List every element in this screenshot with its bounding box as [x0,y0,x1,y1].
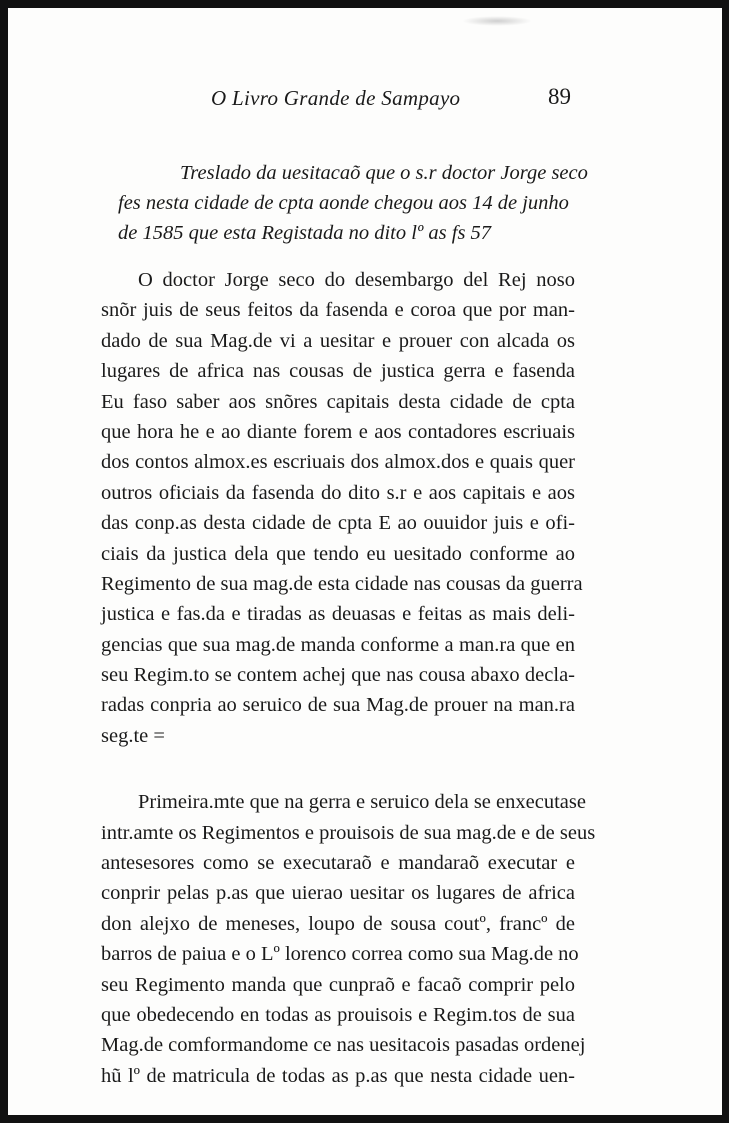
text-line: Primeira.mte que na gerra e seruico dela se enxecutase [138,791,586,814]
text-line: dos contos almox.es escriuais dos almox.dos e quais quer [101,451,575,474]
running-title: O Livro Grande de Sampayo [211,86,461,110]
page-header [8,86,722,118]
text-line: lugares de africa nas cousas de justica gerra e fasenda [101,360,575,383]
text-line: justica e fas.da e tiradas as deuasas e feitas as mais deli- [101,603,575,626]
text-line: Regimento de sua mag.de esta cidade nas cousas da guerra [101,572,583,595]
title-line: Treslado da uesitacaõ que o s.r doctor Jorge seco [180,162,588,184]
text-line: don alejxo de meneses, loupo de sousa coutº, francº de [101,912,575,935]
text-line: dado de sua Mag.de vi a uesitar e prouer con alcada os [101,329,575,352]
text-line: Eu faso saber aos snõres capitais desta cidade de cpta [101,390,575,413]
text-line: ciais da justica dela que tendo eu uesitado conforme ao [101,542,575,565]
text-line: outros oficiais da fasenda do dito s.r e aos capitais e aos [101,481,575,504]
text-line: hũ lº de matricula de todas as p.as que nesta cidade uen- [101,1064,575,1087]
text-line: que obedecendo en todas as prouisois e Regim.tos de sua [101,1003,575,1026]
text-line: das conp.as desta cidade de cpta E ao ouuidor juis e ofi- [101,512,575,535]
text-line: intr.amte os Regimentos e prouisois de sua mag.de e de seus [101,821,596,844]
text-line: seg.te = [101,724,165,747]
print-smudge [462,16,532,26]
text-line: snõr juis de seus feitos da fasenda e coroa que por man- [101,299,575,322]
document-title [118,158,588,248]
text-line: conprir pelas p.as que uierao uesitar os lugares de africa [101,882,575,905]
text-line: antesesores como se executaraõ e mandaraõ executar e [101,852,575,875]
text-line: radas conpria ao seruico de sua Mag.de prouer na man.ra [101,694,575,717]
text-line: Mag.de comformandome ce nas uesitacois pasadas ordenej [101,1034,586,1057]
text-line: seu Regimento manda que cunpraõ e facaõ comprir pelo [101,973,575,996]
page-number: 89 [548,84,571,109]
text-line: seu Regim.to se contem achej que nas cousa abaxo decla- [101,664,575,687]
text-line: gencias que sua mag.de manda conforme a man.ra que en [101,633,575,656]
body-text [101,265,596,1091]
text-line: que hora he e ao diante forem e aos contadores escriuais [101,420,575,443]
title-line: de 1585 que esta Registada no dito lº as fs 57 [118,222,492,244]
text-line: O doctor Jorge seco do desembargo del Rej noso [138,269,575,291]
title-line: fes nesta cidade de cpta aonde chegou aos 14 de junho [118,192,569,214]
text-line: barros de paiua e o Lº lorenco correa como sua Mag.de no [101,943,579,966]
